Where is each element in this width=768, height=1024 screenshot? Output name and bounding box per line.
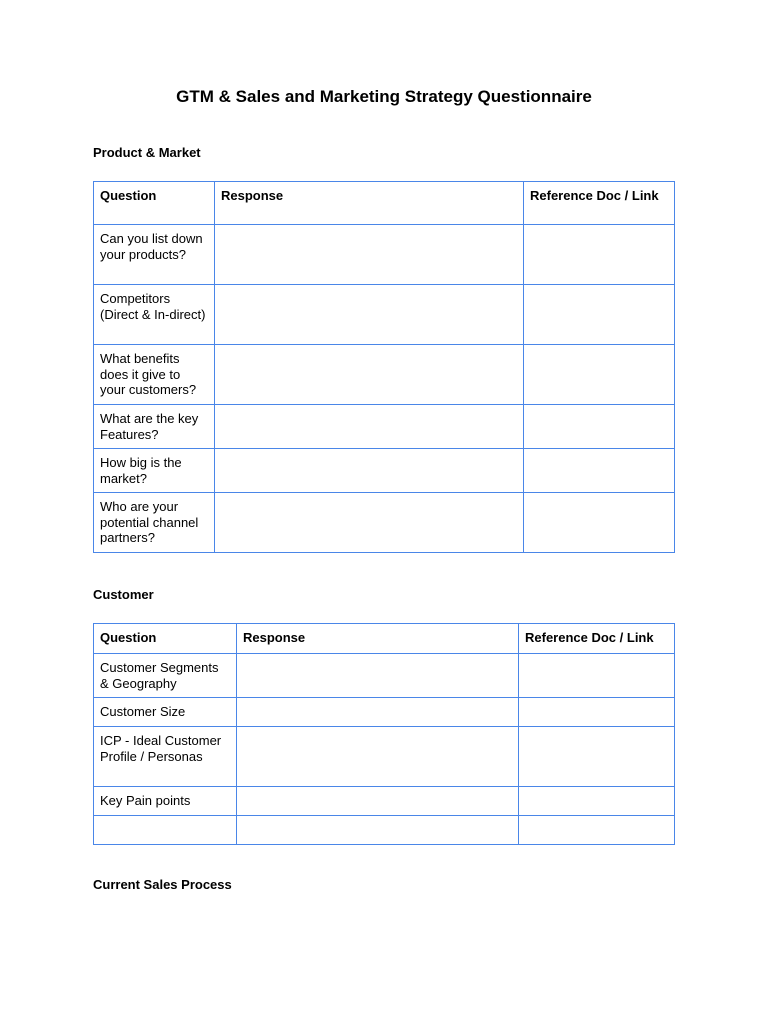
table-row xyxy=(94,787,675,816)
response-cell[interactable] xyxy=(215,405,524,449)
reference-cell[interactable] xyxy=(519,654,675,698)
response-cell[interactable] xyxy=(237,787,519,816)
reference-cell[interactable] xyxy=(524,285,675,345)
table-row xyxy=(94,345,675,405)
column-header-response: Response xyxy=(237,624,519,654)
document-title: GTM & Sales and Marketing Strategy Questionnaire xyxy=(176,87,592,106)
table-row xyxy=(94,727,675,787)
question-cell: Competitors (Direct & In-direct) xyxy=(94,285,215,345)
question-cell: What are the key Features? xyxy=(94,405,215,449)
reference-cell[interactable] xyxy=(519,698,675,727)
column-header-reference: Reference Doc / Link xyxy=(524,182,675,225)
table-row xyxy=(94,816,675,845)
table-row xyxy=(94,225,675,285)
response-cell[interactable] xyxy=(215,493,524,553)
table-row xyxy=(94,698,675,727)
response-cell[interactable] xyxy=(237,727,519,787)
section-heading-current-sales-process: Current Sales Process xyxy=(93,877,232,892)
question-cell: Can you list down your products? xyxy=(94,225,215,285)
question-cell: ICP - Ideal Customer Profile / Personas xyxy=(94,727,237,787)
response-cell[interactable] xyxy=(237,698,519,727)
response-cell[interactable] xyxy=(215,345,524,405)
section-heading-customer: Customer xyxy=(93,587,154,602)
reference-cell[interactable] xyxy=(524,493,675,553)
column-header-reference: Reference Doc / Link xyxy=(519,624,675,654)
question-cell: How big is the market? xyxy=(94,449,215,493)
column-header-response: Response xyxy=(215,182,524,225)
question-cell: Key Pain points xyxy=(94,787,237,816)
reference-cell[interactable] xyxy=(524,405,675,449)
section-heading-product-market: Product & Market xyxy=(93,145,201,160)
response-cell[interactable] xyxy=(215,225,524,285)
response-cell[interactable] xyxy=(215,449,524,493)
question-cell: What benefits does it give to your customers? xyxy=(94,345,215,405)
response-cell[interactable] xyxy=(237,654,519,698)
question-cell: Customer Size xyxy=(94,698,237,727)
table-header-row xyxy=(94,182,675,225)
column-header-question: Question xyxy=(94,182,215,225)
question-cell: Who are your potential channel partners? xyxy=(94,493,215,553)
reference-cell[interactable] xyxy=(524,449,675,493)
question-cell[interactable] xyxy=(94,816,237,845)
column-header-question: Question xyxy=(94,624,237,654)
response-cell[interactable] xyxy=(237,816,519,845)
reference-cell[interactable] xyxy=(519,727,675,787)
table-row xyxy=(94,405,675,449)
response-cell[interactable] xyxy=(215,285,524,345)
reference-cell[interactable] xyxy=(524,225,675,285)
question-cell: Customer Segments & Geography xyxy=(94,654,237,698)
customer-table xyxy=(93,623,675,845)
table-header-row xyxy=(94,624,675,654)
reference-cell[interactable] xyxy=(519,787,675,816)
table-row xyxy=(94,654,675,698)
table-row xyxy=(94,285,675,345)
table-row xyxy=(94,493,675,553)
reference-cell[interactable] xyxy=(519,816,675,845)
product-market-table xyxy=(93,181,675,553)
table-row xyxy=(94,449,675,493)
reference-cell[interactable] xyxy=(524,345,675,405)
